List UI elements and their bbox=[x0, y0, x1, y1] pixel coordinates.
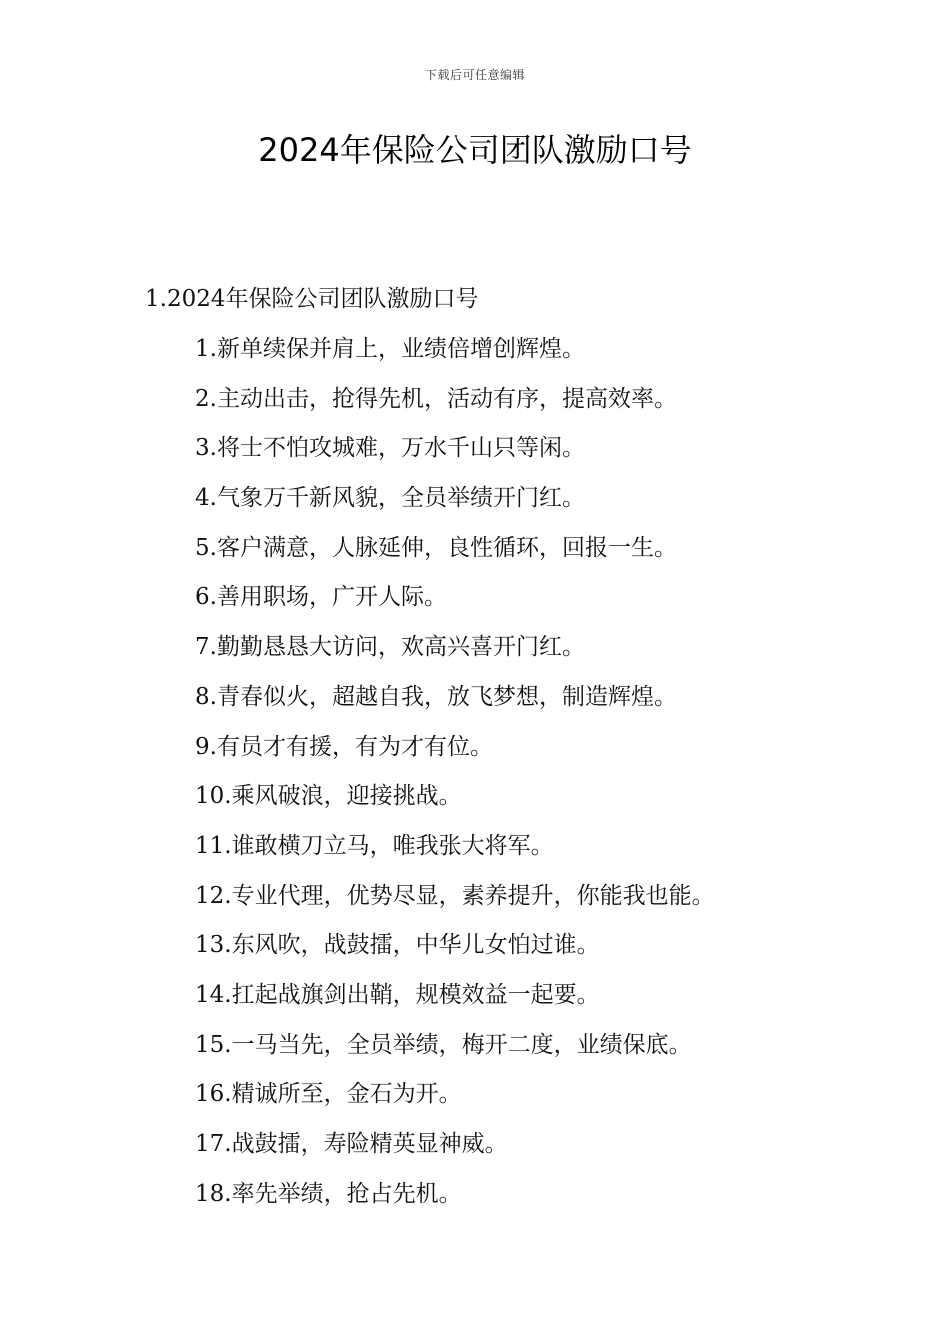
slogan-number: 18. bbox=[195, 1180, 232, 1207]
slogan-number: 4. bbox=[195, 485, 217, 512]
slogan-item bbox=[195, 1128, 715, 1178]
slogan-text: 善用职场，广开人际。 bbox=[216, 584, 447, 611]
slogan-number: 6. bbox=[195, 584, 217, 611]
slogan-item bbox=[195, 333, 715, 383]
slogan-number: 12. bbox=[195, 882, 232, 909]
slogan-text: 扛起战旗剑出鞘，规模效益一起要。 bbox=[231, 981, 600, 1008]
slogan-item bbox=[195, 482, 715, 532]
slogan-text: 气象万千新风貌，全员举绩开门红。 bbox=[216, 485, 585, 512]
slogan-item bbox=[195, 532, 715, 582]
slogan-item bbox=[195, 731, 715, 781]
slogan-item bbox=[195, 1178, 715, 1228]
slogan-text: 将士不怕攻城难，万水千山只等闲。 bbox=[216, 435, 585, 462]
section-heading bbox=[145, 283, 479, 315]
slogan-text: 战鼓擂，寿险精英显神威。 bbox=[231, 1131, 508, 1157]
slogan-text: 率先举绩，抢占先机。 bbox=[231, 1180, 462, 1207]
slogan-text: 精诚所至，金石为开。 bbox=[231, 1081, 462, 1108]
slogan-number: 14. bbox=[195, 981, 232, 1008]
slogan-item bbox=[195, 681, 715, 731]
slogan-text: 一马当先，全员举绩，梅开二度，业绩保底。 bbox=[231, 1031, 692, 1058]
slogan-text: 谁敢横刀立马，唯我张大将军。 bbox=[231, 832, 554, 859]
slogan-item bbox=[195, 929, 715, 979]
slogan-item bbox=[195, 432, 715, 482]
slogan-item bbox=[195, 383, 715, 433]
header-note: 下载后可任意编辑 bbox=[424, 68, 525, 82]
slogan-number: 2. bbox=[195, 385, 217, 412]
section-number: 1. bbox=[145, 286, 167, 312]
slogan-number: 7. bbox=[195, 634, 217, 661]
document-title: 2024年保险公司团队激励口号 bbox=[258, 131, 692, 169]
slogan-number: 13. bbox=[195, 932, 232, 959]
section-heading-text: 2024年保险公司团队激励口号 bbox=[166, 286, 479, 312]
slogan-text: 东风吹，战鼓擂，中华儿女怕过谁。 bbox=[231, 932, 600, 959]
slogan-text: 客户满意，人脉延伸，良性循环，回报一生。 bbox=[216, 534, 677, 561]
slogan-number: 11. bbox=[195, 832, 232, 859]
slogan-text: 有员才有援，有为才有位。 bbox=[216, 733, 493, 760]
slogan-text: 青春似火，超越自我，放飞梦想，制造辉煌。 bbox=[216, 683, 677, 710]
slogan-item bbox=[195, 979, 715, 1029]
slogan-text: 专业代理，优势尽显，素养提升，你能我也能。 bbox=[231, 882, 715, 909]
slogan-item bbox=[195, 1078, 715, 1128]
slogan-item bbox=[195, 880, 715, 930]
slogan-list bbox=[195, 333, 715, 1227]
slogan-number: 10. bbox=[195, 783, 232, 810]
slogan-item bbox=[195, 830, 715, 880]
slogan-item bbox=[195, 1029, 715, 1079]
slogan-text: 新单续保并肩上，业绩倍增创辉煌。 bbox=[216, 336, 585, 362]
slogan-item bbox=[195, 631, 715, 681]
slogan-number: 9. bbox=[195, 733, 217, 760]
slogan-item bbox=[195, 581, 715, 631]
slogan-number: 8. bbox=[195, 683, 217, 710]
slogan-number: 5. bbox=[195, 534, 217, 561]
slogan-number: 3. bbox=[195, 435, 217, 462]
slogan-number: 17. bbox=[195, 1131, 232, 1157]
slogan-text: 主动出击，抢得先机，活动有序，提高效率。 bbox=[216, 385, 677, 412]
slogan-text: 乘风破浪，迎接挑战。 bbox=[231, 783, 462, 810]
slogan-item bbox=[195, 780, 715, 830]
slogan-number: 16. bbox=[195, 1081, 232, 1108]
slogan-number: 15. bbox=[195, 1031, 232, 1058]
slogan-number: 1. bbox=[195, 336, 217, 362]
slogan-text: 勤勤恳恳大访问，欢高兴喜开门红。 bbox=[216, 634, 585, 661]
